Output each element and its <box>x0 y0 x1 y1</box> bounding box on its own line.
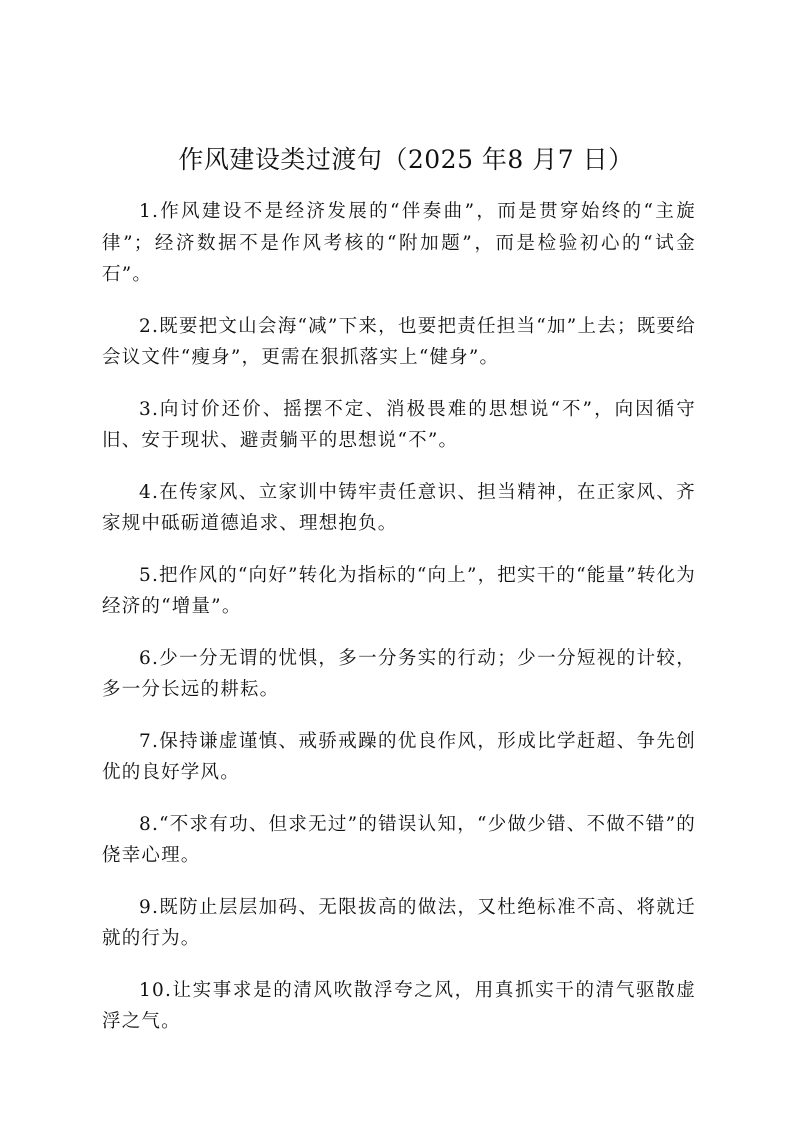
document-title: 作风建设类过渡句（2025 年8 月7 日） <box>178 145 634 174</box>
paragraph-7: 7.保持谦虚谨慎、戒骄戒躁的优良作风，形成比学赶超、争先创优的良好学风。 <box>102 730 696 783</box>
paragraph-3: 3.向讨价还价、摇摆不定、消极畏难的思想说“不”，向因循守旧、安于现状、避责躺平的思想说“不”。 <box>102 398 696 451</box>
document-body <box>102 196 696 1058</box>
paragraph-1: 1.作风建设不是经济发展的“伴奏曲”，而是贯穿始终的“主旋律”；经济数据不是作风考核的“附加题”，而是检验初心的“试金石”。 <box>102 201 696 285</box>
paragraph-2: 2.既要把文山会海“减”下来，也要把责任担当“加”上去；既要给会议文件“瘦身”，更需在狠抓落实上“健身”。 <box>102 315 696 368</box>
paragraph-8: 8.“不求有功、但求无过”的错误认知，“少做少错、不做不错”的侥幸心理。 <box>102 813 696 866</box>
paragraph-10: 10.让实事求是的清风吹散浮夸之风，用真抓实干的清气驱散虚浮之气。 <box>102 979 696 1032</box>
paragraph-6: 6.少一分无谓的忧惧，多一分务实的行动；少一分短视的计较，多一分长远的耕耘。 <box>102 647 696 700</box>
paragraph-4: 4.在传家风、立家训中铸牢责任意识、担当精神，在正家风、齐家规中砥砺道德追求、理想抱负。 <box>102 481 696 534</box>
paragraph-5: 5.把作风的“向好”转化为指标的“向上”，把实干的“能量”转化为经济的“增量”。 <box>102 564 696 617</box>
paragraph-9: 9.既防止层层加码、无限拔高的做法，又杜绝标准不高、将就迁就的行为。 <box>102 896 696 949</box>
